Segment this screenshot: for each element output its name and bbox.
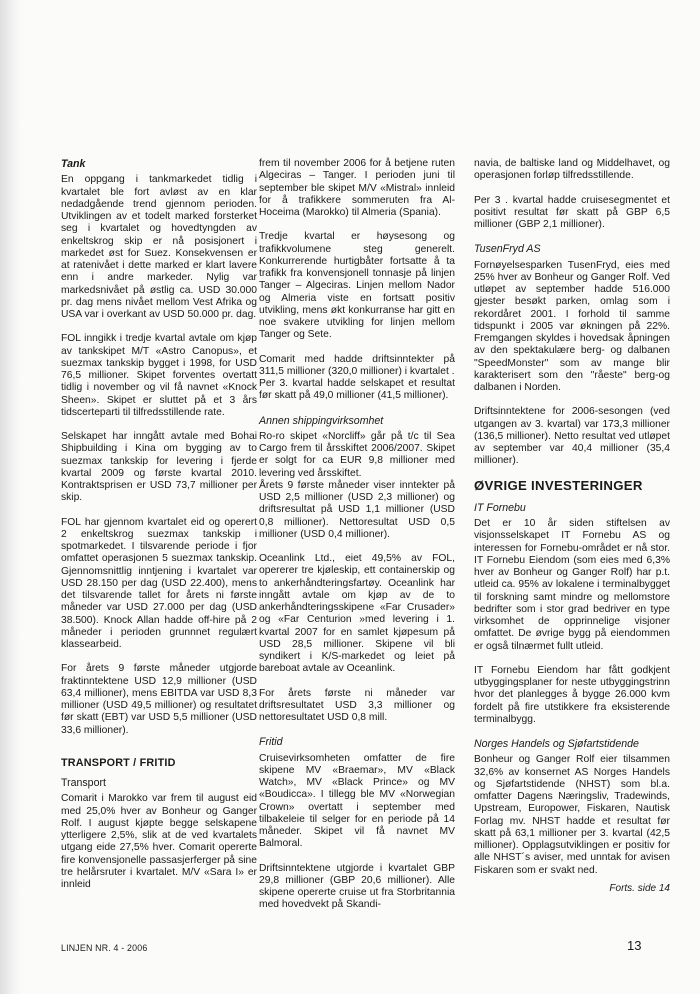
subheading-it-fornebu: IT Fornebu	[474, 501, 526, 514]
transport-paragraph-3a: Comarit med hadde driftsinntekter på 311,5 millioner (320,0 millioner) i kvartalet .	[259, 353, 455, 377]
footer-issue-label: LINJEN NR. 4 - 2006	[61, 943, 148, 953]
subheading-tusenfryd: TusenFryd AS	[474, 243, 541, 256]
fritid-paragraph-2: Driftsinntektene utgjorde i kvartalet GBP 29,8 millioner (GBP 20,6 millioner). Alle skipene opererte cruise ut fra Storbritannia med hovedvekt på Skandi-	[259, 862, 455, 911]
subheading-nhst: Norges Handels og Sjøfartstidende	[474, 738, 639, 750]
section-heading-transport-fritid: TRANSPORT / FRITID	[61, 756, 176, 769]
annen-paragraph-2: Årets 9 første måneder viser inntekter på USD 2,5 millioner (USD 2,3 millioner) og driftsresultat på USD 1,1 millioner (USD 0,8 millioner). Nettoresultat USD 0,5 millioner (USD 0,4 millioner).	[259, 479, 455, 540]
fritid-paragraph-3: Per 3 . kvartal hadde cruisesegmentet et positivt resultat før skatt på GBP 6,5 millioner (GBP 2,1 millioner).	[474, 194, 670, 230]
continued-on-page-note: Forts. side 14	[609, 882, 670, 894]
column-2	[259, 158, 455, 912]
tusenfryd-paragraph-1: Fornøyelsesparken TusenFryd, eies med 25% hver av Bonheur og Ganger Rolf. Ved utløpet av september hadde 516.000 gjester besøkt parken, omlag som i rekordåret 2001. I forhold til samme tidspunkt i 2005 var økningen på 22%. Fremgangen skyldes i hovedsak åpningen av den spektakulære berg- og dalbanen "SpeedMonster" som av mange blir karakterisert som den "råeste" berg-og dalbanen i Norden.	[474, 259, 670, 393]
it-fornebu-paragraph-2: IT Fornebu Eiendom har fått godkjent utbyggingsplaner for neste utbyggingstrinn hvor det planlegges å bygge 26.000 kvm fordelt på fire utstikkere fra eksisterende terminalbygg.	[474, 664, 670, 725]
tank-paragraph-2: FOL inngikk i tredje kvartal avtale om kjøp av tankskipet M/T «Astro Canopus», et suezmax tankskip bygget i 1998, for USD 76,5 millioner. Skipet forventes overtatt tidlig i november og vil få navnet «Knock Sheen». Skipet er sluttet på et 3 års tidscerteparti til tilfredsstillende rate.	[61, 333, 257, 418]
transport-paragraph-3b: Per 3. kvartal hadde selskapet et resultat før skatt på 49,0 millioner (41,5 millioner).	[259, 378, 455, 402]
tank-paragraph-5: For årets 9 første måneder utgjorde fraktinntektene USD 12,9 millioner (USD 63,4 millioner), mens EBITDA var USD 8,3 millioner (USD 49,5 millioner) og resultatet før skatt (EBT) var USD 5,5 millioner (USD 33,6 millioner).	[61, 663, 257, 736]
page-spine-shadow	[0, 0, 22, 994]
transport-paragraph-2: Tredje kvartal er høysesong og trafikkvolumene steg generelt. Konkurrerende hurtigbåter fortsatte å ta trafikk fra konvensjonell tonnasje på linjen Tanger – Algeciras. Linjen mellom Nador og Almeria viste en fortsatt positiv utvikling, mens økt konkurranse har gitt en noe svakere utvikling for linjen mellom Tanger og Sete.	[259, 231, 455, 341]
subheading-fritid: Fritid	[259, 736, 283, 749]
transport-paragraph-1-continued: frem til november 2006 for å betjene ruten Algeciras – Tanger. I perioden juni til september ble skipet M/V «Mistral» innleid for å trafikkere sommeruten fra Al-Hoceima (Marokko) til Almeria (Spania).	[259, 158, 455, 218]
column-1	[61, 158, 257, 891]
subheading-annen-shipping: Annen shippingvirksomhet	[259, 414, 384, 427]
fritid-paragraph-1: Cruisevirksomheten omfatter de fire skipene MV «Braemar», MV «Black Watch», MV «Black Prince» og MV «Boudicca». I tillegg ble MV «Norwegian Crown» overtatt i september med tilbakeleie til selger for en periode på 14 måneder. Skipet vil få navnet MV Balmoral.	[259, 752, 455, 850]
section-heading-ovrige-investeringer: ØVRIGE INVESTERINGER	[474, 477, 643, 493]
it-fornebu-paragraph-1: Det er 10 år siden stiftelsen av visjonsselskapet IT Fornebu AS og interessen for Fornebu-området er nå stor. IT Fornebu Eiendom (som eies med 6,3% hver av Bonheur og Ganger Rolf) har p.t. utleid ca. 95% av lokalene i terminalbygget til forskning samt mindre og mellomstore bedrifter som i stor grad bedriver en type virksomhet de opprinnelige visjoner omfattet. De øvrige bygg på eiendommen er også tilnærmet fullt utleid.	[474, 518, 670, 652]
nhst-paragraph-1: Bonheur og Ganger Rolf eier tilsammen 32,6% av konsernet AS Norges Handels og Sjøfartstidende (NHST) som bl.a. omfatter Dagens Næringsliv, Tradewinds, Upstream, Europower, Fiskaren, Nautisk Forlag mv. NHST hadde et resultat før skatt på 63,1 millioner per 3. kvartal (42,5 millioner). Opplagsutviklingen er positiv for alle NHST´s aviser, med unntak for avisen Fiskaren som er svakt ned.	[474, 754, 670, 876]
transport-paragraph-1: Comarit i Marokko var frem til august eid med 25,0% hver av Bonheur og Ganger Rolf. I august kjøpte begge selskapene ytterligere 2,5%, slik at de ved kvartalets utgang eide 27,5% hver. Comarit opererte fire konvensjonelle passasjerferger på sine tre helårsruter i kvartalet. M/V «Sara I» er innleid	[61, 793, 257, 890]
tusenfryd-paragraph-2: Driftsinntektene for 2006-sesongen (ved utgangen av 3. kvartal) var 173,3 millioner (136,5 millioner). Netto resultat ved utløpet av september var 40,4 millioner (35,4 millioner).	[474, 406, 670, 467]
annen-paragraph-1: Ro-ro skipet «Norcliff» går på t/c til Sea Cargo frem til årsskiftet 2006/2007. Skipet er solgt for ca EUR 9,8 millioner med levering ved årsskiftet.	[259, 430, 455, 479]
tank-paragraph-3: Selskapet har inngått avtale med Bohai Shipbuilding i Kina om bygging av to suezmax tankskip for levering i fjerde kvartal 2009 og første kvartal 2010. Kontraktsprisen er USD 73,7 millioner per skip.	[61, 431, 257, 504]
subheading-transport: Transport	[61, 777, 106, 789]
column-3	[474, 158, 670, 895]
fritid-paragraph-2-continued: navia, de baltiske land og Middelhavet, og operasjonen forløp tilfredsstillende.	[474, 158, 670, 182]
tank-paragraph-1: En oppgang i tankmarkedet tidlig i kvartalet ble fort avløst av en klar nedadgående trend gjennom perioden. Utviklingen av et todelt marked forsterket seg i kvartalet og hovedtyngden av enkeltskrog skip er nå posisjonert i markedet øst for Suez. Konsekvensen er at ratenivået i dette marked er klart lavere enn i andre markeder. Nylig var markedsnivået på østlig ca. USD 30.000 pr. dag mens nivået mellom Vest Afrika og USA var i overkant av USD 50.000 pr. dag.	[61, 174, 257, 320]
page-number: 13	[627, 938, 642, 953]
tank-paragraph-4: FOL har gjennom kvartalet eid og operert 2 enkeltskrog suezmax tankskip i spotmarkedet. I tilsvarende periode i fjor omfattet operasjonen 5 suezmax tankskip. Gjennomsnittlig inntjening i kvartalet var USD 28.150 per dag (USD 22.400), mens det tilsvarende tallet for årets ni første måneder var USD 27.000 per dag (USD 38.500). Knock Allan hadde off-hire på 2 måneder i perioden grunnnet regulært klassearbeid.	[61, 516, 257, 650]
section-heading-tank: Tank	[61, 158, 86, 170]
annen-paragraph-3: Oceanlink Ltd., eiet 49,5% av FOL, opererer tre kjøleskip, ett containerskip og to ankerhåndteringsfartøy. Oceanlink har inngått avtale om kjøp av de to ankerhåndteringsskipene «Far Crusader» og «Far Centurion »med levering i 1. kvartal 2007 for en samlet kjøpesum på USD 28,5 millioner. Skipene vil bli syndikert i K/S-markedet og leiet på bareboat avtale av Oceanlink.	[259, 553, 455, 675]
annen-paragraph-4: For årets første ni måneder var driftsresultatet USD 3,3 millioner og nettoresultatet USD 0,8 mill.	[259, 687, 455, 723]
